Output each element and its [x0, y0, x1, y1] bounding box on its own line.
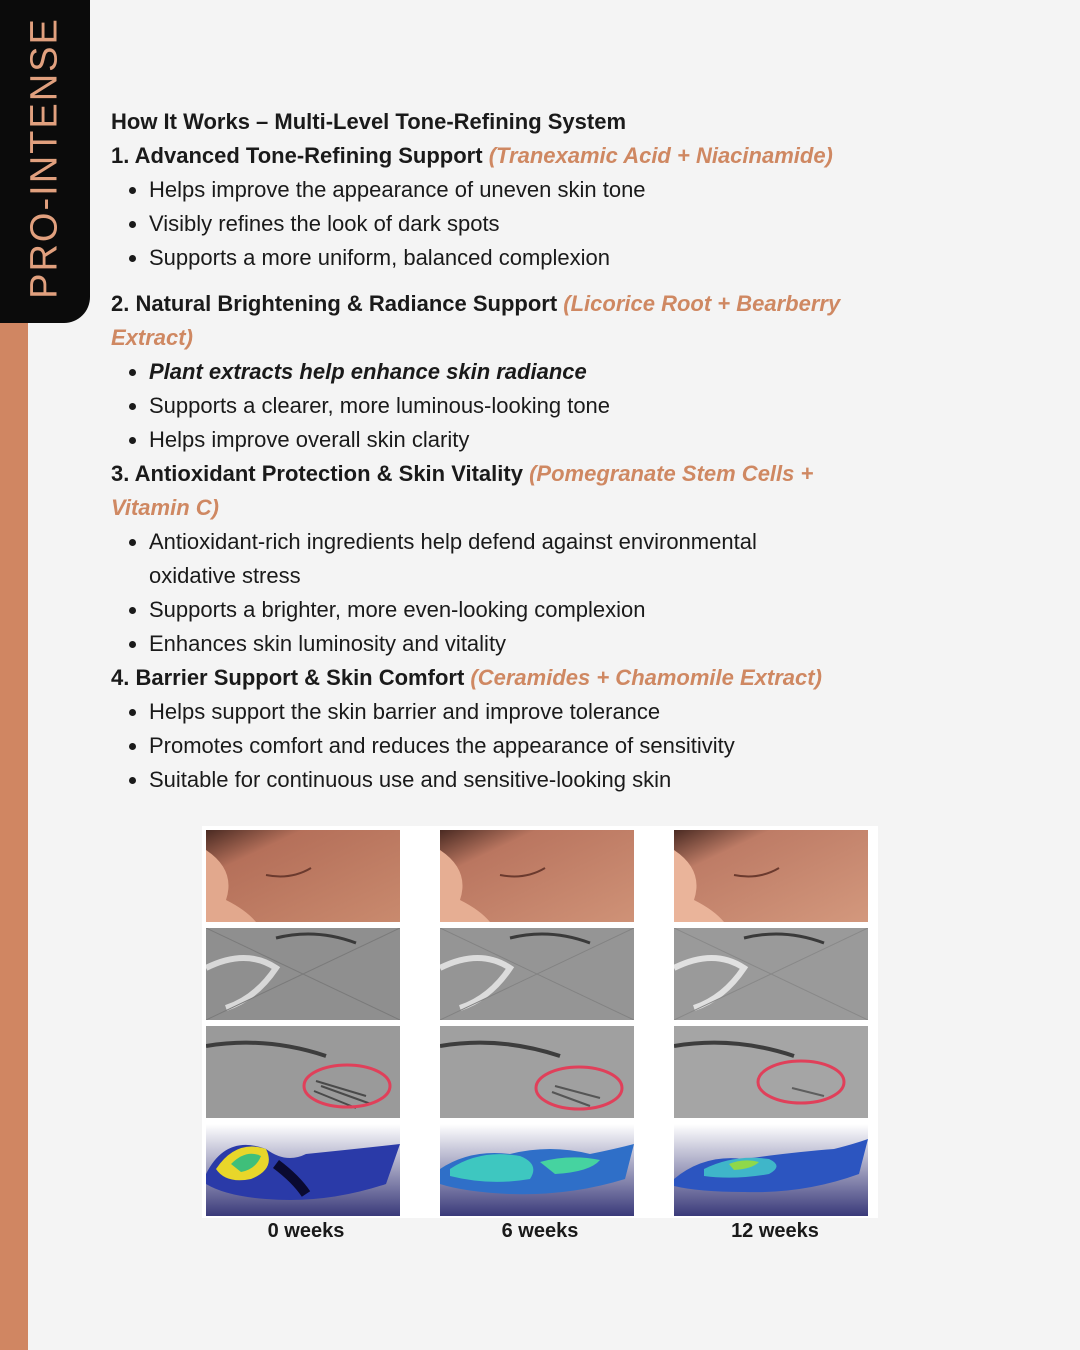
- section-4-ingredients: (Ceramides + Chamomile Extract): [470, 665, 822, 690]
- section-2-heading-line: [111, 287, 971, 321]
- results-image-grid: [202, 826, 878, 1218]
- list-item: • Suitable for continuous use and sensitive-looking skin: [149, 763, 971, 797]
- section-1-bullets: [111, 173, 971, 275]
- list-item: • Helps support the skin barrier and improve tolerance: [149, 695, 971, 729]
- list-item: • Supports a clearer, more luminous-looking tone: [149, 389, 971, 423]
- section-2-heading: 2. Natural Brightening & Radiance Support: [111, 291, 558, 316]
- list-item: • Plant extracts help enhance skin radiance: [149, 355, 971, 389]
- section-2-ingredients: (Licorice Root + Bearberry: [563, 291, 841, 316]
- list-item-text-cont: oxidative stress: [149, 563, 301, 588]
- skin-photo: [440, 830, 634, 922]
- section-2-ingredients-cont: Extract): [111, 325, 193, 350]
- section-1-heading: 1. Advanced Tone-Refining Support: [111, 143, 483, 168]
- wrinkle-detail-scan: [440, 1026, 634, 1118]
- brand-vertical-label: PRO-INTENSE: [23, 17, 66, 299]
- week-label-0: 0 weeks: [267, 1220, 345, 1242]
- section-1-ingredients: (Tranexamic Acid + Niacinamide): [488, 143, 833, 168]
- results-column-0-weeks: [206, 830, 400, 1222]
- week-label-12: 12 weeks: [731, 1220, 819, 1242]
- list-item: [149, 525, 971, 593]
- section-3-ingredients-cont: Vitamin C): [111, 495, 219, 520]
- skin-texture-scan: [440, 928, 634, 1020]
- wrinkle-detail-scan: [206, 1026, 400, 1118]
- section-4-bullets: [111, 695, 971, 797]
- skin-texture-scan: [206, 928, 400, 1020]
- section-3-heading: 3. Antioxidant Protection & Skin Vitality: [111, 461, 523, 486]
- list-item: • Helps improve the appearance of uneven skin tone: [149, 173, 971, 207]
- wrinkle-detail-scan: [674, 1026, 868, 1118]
- surface-topography-map: [674, 1124, 868, 1216]
- surface-topography-map: [206, 1124, 400, 1216]
- main-content: [111, 105, 971, 797]
- results-column-6-weeks: [440, 830, 634, 1222]
- section-2-bullets: [111, 355, 971, 457]
- list-item: • Enhances skin luminosity and vitality: [149, 627, 971, 661]
- section-1-heading-line: [111, 139, 971, 173]
- list-item-text: Antioxidant-rich ingredients help defend against environmental: [149, 529, 757, 554]
- side-brand-tab: [0, 0, 90, 323]
- section-4-heading-line: [111, 661, 971, 695]
- list-item: • Supports a more uniform, balanced complexion: [149, 241, 971, 275]
- intro-title: How It Works – Multi-Level Tone-Refining System: [111, 109, 627, 134]
- list-item: • Supports a brighter, more even-looking complexion: [149, 593, 971, 627]
- section-3-bullets: [111, 525, 971, 661]
- surface-topography-map: [440, 1124, 634, 1216]
- skin-photo: [674, 830, 868, 922]
- section-3-ingredients: (Pomegranate Stem Cells +: [529, 461, 814, 486]
- skin-texture-scan: [674, 928, 868, 1020]
- results-column-12-weeks: [674, 830, 868, 1222]
- week-label-6: 6 weeks: [501, 1220, 579, 1242]
- list-item: • Helps improve overall skin clarity: [149, 423, 971, 457]
- list-item: • Visibly refines the look of dark spots: [149, 207, 971, 241]
- skin-photo: [206, 830, 400, 922]
- list-item: • Promotes comfort and reduces the appearance of sensitivity: [149, 729, 971, 763]
- section-3-heading-line: [111, 457, 971, 491]
- section-4-heading: 4. Barrier Support & Skin Comfort: [111, 665, 465, 690]
